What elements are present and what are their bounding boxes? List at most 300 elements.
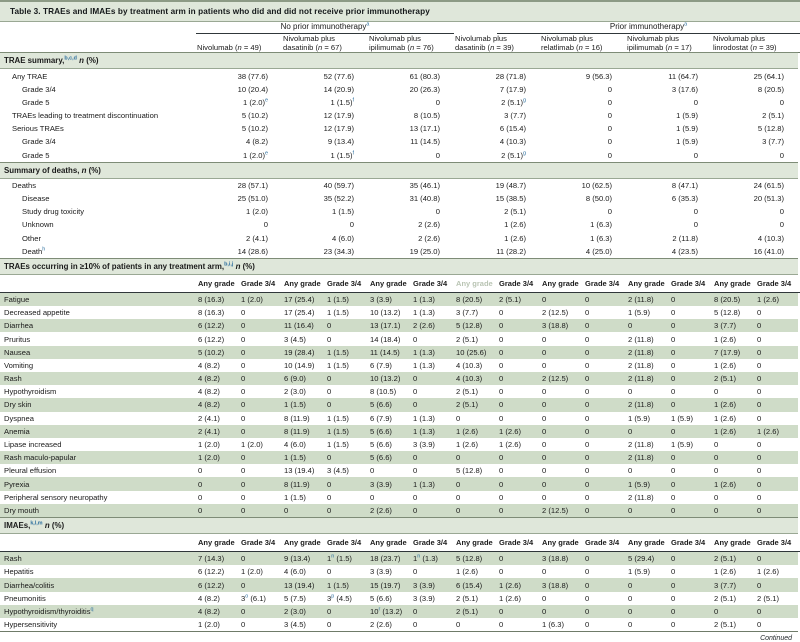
row-label: Anemia <box>0 425 196 438</box>
cell-value: 13 (19.4) <box>282 464 325 477</box>
subheader-traes-10: Any grade <box>628 278 665 288</box>
cell-value: 0 <box>497 412 540 425</box>
cell-value: 0 <box>669 306 712 319</box>
cell-value: 1 (2.6) <box>712 565 755 578</box>
cell-value: 1 (2.6) <box>497 578 540 591</box>
cell-value: 0 <box>411 491 454 504</box>
cell-value: 4 (10.3) <box>454 135 540 148</box>
subheader-traes-4: Any grade <box>370 278 407 288</box>
cell-value: 6 (12.2) <box>196 319 239 332</box>
arm-header-1: Nivolumab plus dasatinib (n = 67) <box>283 34 342 53</box>
cell-value: 8 (16.3) <box>196 292 239 306</box>
cell-value: 15 (38.5) <box>454 192 540 205</box>
cell-value: 0 <box>755 438 798 451</box>
cell-value: 2 (3.0) <box>282 385 325 398</box>
cell-value: 0 <box>540 451 583 464</box>
cell-value: 3 (4.5) <box>282 618 325 632</box>
cell-value: 0 <box>626 578 669 591</box>
table-row <box>0 83 800 96</box>
cell-value: 0 <box>497 346 540 359</box>
cell-value: 0 <box>669 491 712 504</box>
cell-value: 0 <box>540 412 583 425</box>
section-header-trae-summary <box>0 53 800 69</box>
cell-value: 8 (47.1) <box>626 178 712 192</box>
cell-value: 6 (12.2) <box>196 332 239 345</box>
table-row <box>0 178 800 192</box>
cell-value: 0 <box>669 346 712 359</box>
cell-value: 4 (25.0) <box>540 245 626 259</box>
cell-value: 0 <box>583 385 626 398</box>
subheader-imaes-2: Any grade <box>284 538 321 548</box>
cell-value: 1 (1.5) <box>282 491 325 504</box>
cell-value: 1 (1.3) <box>411 477 454 490</box>
cell-value: 0 <box>368 96 454 109</box>
cell-value: 0 <box>411 605 454 618</box>
row-label: Hypersensitivity <box>0 618 196 632</box>
cell-value: 0 <box>669 398 712 411</box>
cell-value: 0 <box>497 565 540 578</box>
cell-value: 0 <box>454 491 497 504</box>
cell-value: 25 (51.0) <box>196 192 282 205</box>
cell-value: 2 $(5.1)^g$ <box>454 96 540 109</box>
cell-value: 0 <box>497 464 540 477</box>
cell-value: 14 (18.4) <box>368 332 411 345</box>
cell-value: 0 <box>669 477 712 490</box>
cell-value: 1 (1.5) <box>325 425 368 438</box>
subheader-imaes-0: Any grade <box>198 538 235 548</box>
cell-value: 4 (10.3) <box>454 372 497 385</box>
cell-value: 0 <box>626 504 669 518</box>
cell-value: 3 (7.7) <box>454 306 497 319</box>
cell-value: 0 <box>497 398 540 411</box>
subheader-traes-0: Any grade <box>198 278 235 288</box>
cell-value: 1 (6.3) <box>540 618 583 632</box>
cell-value: 0 <box>411 385 454 398</box>
cell-value: 0 <box>239 412 282 425</box>
cell-value: 1 $(2.0)^e$ <box>196 96 282 109</box>
cell-value: 0 <box>755 332 798 345</box>
cell-value: 0 <box>755 346 798 359</box>
cell-value: 2 (5.1) <box>712 372 755 385</box>
cell-value: 5 (12.8) <box>712 306 755 319</box>
cell-value: 17 (25.4) <box>282 306 325 319</box>
row-label: Rash maculo-papular <box>0 451 196 464</box>
cell-value: 0 <box>540 359 583 372</box>
table-row <box>0 135 800 148</box>
cell-value: 0 <box>712 218 798 231</box>
row-label: TRAEs leading to treatment discontinuation <box>0 109 196 122</box>
cell-value: 0 <box>540 385 583 398</box>
cell-value: 0 <box>669 565 712 578</box>
cell-value: 2 (12.5) <box>540 504 583 518</box>
row-label: Rash <box>0 372 196 385</box>
cell-value: 3 (18.8) <box>540 319 583 332</box>
cell-value: 2 (5.1) <box>712 109 798 122</box>
cell-value: 0 <box>497 319 540 332</box>
table-row <box>0 398 800 411</box>
cell-value: 0 <box>669 451 712 464</box>
cell-value: 17 (25.4) <box>282 292 325 306</box>
section-header-imaes <box>0 518 800 534</box>
cell-value: 2 (5.1) <box>755 592 798 605</box>
row-label: Dyspnea <box>0 412 196 425</box>
cell-value: 0 <box>196 477 239 490</box>
cell-value: 0 <box>669 319 712 332</box>
cell-value: 1 (6.3) <box>540 218 626 231</box>
group-header-no-prior: No prior immunotherapy$^a$ <box>196 22 454 34</box>
cell-value: 0 <box>368 464 411 477</box>
cell-value: 0 <box>583 618 626 632</box>
cell-value: 0 <box>540 83 626 96</box>
cell-value: 5 (6.6) <box>368 425 411 438</box>
cell-value: 6 (15.4) <box>454 122 540 135</box>
table-row <box>0 122 800 135</box>
cell-value: 0 <box>239 477 282 490</box>
cell-value: 13 (17.1) <box>368 319 411 332</box>
cell-value: 15 (19.7) <box>368 578 411 591</box>
cell-value: 2 (12.5) <box>540 372 583 385</box>
group-header-prior: Prior immunotherapy$^a$ <box>497 22 800 34</box>
cell-value: 0 <box>239 451 282 464</box>
table-row <box>0 477 800 490</box>
row-label: Diarrhea/colitis <box>0 578 196 591</box>
cell-value: 2 (11.8) <box>626 372 669 385</box>
cell-value: 0 <box>497 504 540 518</box>
table-row <box>0 332 800 345</box>
cell-value: 1 (2.0) <box>239 565 282 578</box>
cell-value: 1 (2.0) <box>239 292 282 306</box>
cell-value: 20 (51.3) <box>712 192 798 205</box>
cell-value: 9 (13.4) <box>282 552 325 566</box>
row-label: Unknown <box>0 218 196 231</box>
cell-value: 6 (35.3) <box>626 192 712 205</box>
cell-value: 1 (2.6) <box>755 292 798 306</box>
table-row <box>0 319 800 332</box>
cell-value: 0 <box>669 425 712 438</box>
cell-value: 3 (7.7) <box>454 109 540 122</box>
cell-value: 1$^n$ (1.3) <box>411 552 454 566</box>
row-label: Deaths <box>0 178 196 192</box>
cell-value: 11 (14.5) <box>368 135 454 148</box>
cell-value: 7 (14.3) <box>196 552 239 566</box>
cell-value: 0 <box>669 292 712 306</box>
cell-value: 0 <box>454 451 497 464</box>
cell-value: 1 (1.5) <box>325 359 368 372</box>
cell-value: 8 (11.9) <box>282 412 325 425</box>
cell-value: 0 <box>411 451 454 464</box>
cell-value: 0 <box>626 425 669 438</box>
table-row <box>0 451 800 464</box>
row-label: Hepatitis <box>0 565 196 578</box>
cell-value: 1 (1.3) <box>411 359 454 372</box>
cell-value: 6 (7.9) <box>368 412 411 425</box>
main-table <box>0 22 800 632</box>
table-row <box>0 231 800 244</box>
table-row <box>0 218 800 231</box>
table-row <box>0 491 800 504</box>
cell-value: 0 <box>239 372 282 385</box>
subheader-spacer <box>0 534 196 552</box>
cell-value: 0 <box>583 491 626 504</box>
cell-value: 25 (64.1) <box>712 69 798 83</box>
cell-value: 0 <box>239 578 282 591</box>
cell-value: 0 <box>497 491 540 504</box>
cell-value: 0 <box>497 605 540 618</box>
cell-value: 3$^p$ (4.5) <box>325 592 368 605</box>
row-label: Disease <box>0 192 196 205</box>
cell-value: 6 (12.2) <box>196 565 239 578</box>
cell-value: 0 <box>497 618 540 632</box>
subheader-traes-1: Grade 3/4 <box>241 278 276 288</box>
cell-value: 4 (6.0) <box>282 438 325 451</box>
row-label: Hypothyroidism/thyroiditis$^q$ <box>0 605 196 618</box>
section-header-label-deaths: Summary of deaths, n (%) <box>0 162 798 178</box>
cell-value: 13 (17.1) <box>368 122 454 135</box>
cell-value: 0 <box>497 385 540 398</box>
cell-value: 28 (71.8) <box>454 69 540 83</box>
table-row <box>0 192 800 205</box>
cell-value: 0 <box>368 491 411 504</box>
table-row <box>0 578 800 591</box>
section-header-deaths <box>0 162 800 178</box>
cell-value: 1 (1.3) <box>411 346 454 359</box>
table-row <box>0 552 800 566</box>
cell-value: 1 (6.3) <box>540 231 626 244</box>
cell-value: 4 (8.2) <box>196 385 239 398</box>
cell-value: 0 <box>583 359 626 372</box>
arm-header-2: Nivolumab plus ipilimumab (n = 76) <box>369 34 434 53</box>
cell-value: 0 <box>540 464 583 477</box>
cell-value: 0 <box>712 96 798 109</box>
table-row <box>0 292 800 306</box>
cell-value: 1 (2.6) <box>712 425 755 438</box>
cell-value: 0 <box>669 504 712 518</box>
cell-value: 0 <box>626 385 669 398</box>
cell-value: 0 <box>712 205 798 218</box>
cell-value: 0 <box>540 438 583 451</box>
cell-value: 1 (1.5) <box>325 346 368 359</box>
cell-value: 0 <box>540 149 626 163</box>
cell-value: 0 <box>626 319 669 332</box>
table-caption: Table 3. TRAEs and IMAEs by treatment arm in patients who did and did not receive prior immunotherapy <box>0 0 800 22</box>
cell-value: 0 <box>755 319 798 332</box>
row-label: Vomiting <box>0 359 196 372</box>
row-label: Any TRAE <box>0 69 196 83</box>
table-row <box>0 372 800 385</box>
cell-value: 0 <box>669 552 712 566</box>
table-row <box>0 69 800 83</box>
cell-value: 1 (1.3) <box>411 412 454 425</box>
subheader-traes-9: Grade 3/4 <box>585 278 620 288</box>
cell-value: 0 <box>669 578 712 591</box>
cell-value: 5 (10.2) <box>196 122 282 135</box>
row-label: Pleural effusion <box>0 464 196 477</box>
cell-value: 10 (25.6) <box>454 346 497 359</box>
continued-label: Continued <box>760 635 792 642</box>
cell-value: 2 (2.6) <box>368 504 411 518</box>
cell-value: 1 (5.9) <box>626 306 669 319</box>
cell-value: 2 (11.8) <box>626 491 669 504</box>
cell-value: 0 <box>583 565 626 578</box>
cell-value: 1 $(2.0)^e$ <box>196 149 282 163</box>
cell-value: 11 (14.5) <box>368 346 411 359</box>
cell-value: 0 <box>583 477 626 490</box>
table-body <box>0 22 800 632</box>
cell-value: 0 <box>626 96 712 109</box>
table-row <box>0 618 800 632</box>
cell-value: 2 (5.1) <box>454 205 540 218</box>
cell-value: 1 (1.5) <box>282 451 325 464</box>
cell-value: 1 (2.6) <box>454 438 497 451</box>
subheader-traes-8: Any grade <box>542 278 579 288</box>
cell-value: 0 <box>540 332 583 345</box>
cell-value: 4 (6.0) <box>282 231 368 244</box>
cell-value: 14 (20.9) <box>282 83 368 96</box>
cell-value: 2 (2.6) <box>368 618 411 632</box>
cell-value: 5 (6.6) <box>368 451 411 464</box>
cell-value: 2 (12.5) <box>540 306 583 319</box>
row-label: Nausea <box>0 346 196 359</box>
subheader-traes-12: Any grade <box>714 278 751 288</box>
cell-value: 10 (14.9) <box>282 359 325 372</box>
table-row <box>0 565 800 578</box>
subheader-traes-3: Grade 3/4 <box>327 278 362 288</box>
subheader-imaes-6: Any grade <box>456 538 493 548</box>
cell-value: 19 (28.4) <box>282 346 325 359</box>
cell-value: 1 (2.6) <box>712 359 755 372</box>
table-row <box>0 245 800 259</box>
table-row <box>0 464 800 477</box>
cell-value: 10$^r$ (13.2) <box>368 605 411 618</box>
cell-value: 13 (19.4) <box>282 578 325 591</box>
cell-value: 14 (28.6) <box>196 245 282 259</box>
cell-value: 38 (77.6) <box>196 69 282 83</box>
cell-value: 0 <box>755 372 798 385</box>
cell-value: 1 (1.5) <box>325 292 368 306</box>
cell-value: 8 (10.5) <box>368 385 411 398</box>
cell-value: 4 (8.2) <box>196 359 239 372</box>
cell-value: 6 (7.9) <box>368 359 411 372</box>
cell-value: 2 (4.1) <box>196 231 282 244</box>
cell-value: 0 <box>669 592 712 605</box>
cell-value: 0 <box>325 477 368 490</box>
cell-value: 0 <box>239 346 282 359</box>
cell-value: 0 <box>325 504 368 518</box>
cell-value: 3 (3.9) <box>411 578 454 591</box>
cell-value: 0 <box>583 552 626 566</box>
row-label: Decreased appetite <box>0 306 196 319</box>
row-label: Hypothyroidism <box>0 385 196 398</box>
cell-value: 2 (5.1) <box>454 592 497 605</box>
cell-value: 2 (5.1) <box>712 552 755 566</box>
subheader-spacer <box>0 274 196 292</box>
cell-value: 0 <box>368 149 454 163</box>
cell-value: 2 (11.8) <box>626 451 669 464</box>
table-row <box>0 438 800 451</box>
cell-value: 0 <box>325 332 368 345</box>
cell-value: 7 (17.9) <box>454 83 540 96</box>
cell-value: 0 <box>583 398 626 411</box>
subheader-row-imaes <box>0 534 800 552</box>
cell-value: 0 <box>755 491 798 504</box>
cell-value: 20 (26.3) <box>368 83 454 96</box>
cell-value: 19 (48.7) <box>454 178 540 192</box>
subheader-imaes-10: Any grade <box>628 538 665 548</box>
cell-value: 9 (13.4) <box>282 135 368 148</box>
subheader-imaes-9: Grade 3/4 <box>585 538 620 548</box>
cell-value: 0 <box>540 491 583 504</box>
cell-value: 1 (2.0) <box>196 451 239 464</box>
row-label: Grade 5 <box>0 149 196 163</box>
subheader-traes-7: Grade 3/4 <box>499 278 534 288</box>
cell-value: 12 (17.9) <box>282 122 368 135</box>
cell-value: 1 (1.3) <box>411 425 454 438</box>
cell-value: 0 <box>325 385 368 398</box>
cell-value: 0 <box>626 218 712 231</box>
cell-value: 1 (5.9) <box>669 438 712 451</box>
cell-value: 0 <box>196 218 282 231</box>
cell-value: 0 <box>755 578 798 591</box>
cell-value: 0 <box>239 552 282 566</box>
cell-value: 2 (4.1) <box>196 412 239 425</box>
arm-header-3: Nivolumab plus dasatinib (n = 39) <box>455 34 514 53</box>
cell-value: 0 <box>755 451 798 464</box>
cell-value: 0 <box>669 385 712 398</box>
cell-value: 0 <box>540 122 626 135</box>
cell-value: 2 (5.1) <box>712 618 755 632</box>
cell-value: 0 <box>497 332 540 345</box>
table-row <box>0 346 800 359</box>
cell-value: 7 (17.9) <box>712 346 755 359</box>
cell-value: 0 <box>669 372 712 385</box>
cell-value: 3 (17.6) <box>626 83 712 96</box>
subheader-imaes-12: Any grade <box>714 538 751 548</box>
cell-value: 0 <box>669 359 712 372</box>
cell-value: 0 <box>712 451 755 464</box>
row-label: Serious TRAEs <box>0 122 196 135</box>
cell-value: 5 (12.8) <box>454 319 497 332</box>
cell-value: 0 <box>583 346 626 359</box>
cell-value: 0 <box>712 504 755 518</box>
cell-value: 3 (18.8) <box>540 578 583 591</box>
group-header-gap <box>454 22 497 34</box>
cell-value: 0 <box>497 552 540 566</box>
cell-value: 2 (5.1) <box>454 605 497 618</box>
cell-value: 0 <box>239 491 282 504</box>
cell-value: 1$^n$ (1.5) <box>325 552 368 566</box>
cell-value: 0 <box>669 332 712 345</box>
cell-value: 61 (80.3) <box>368 69 454 83</box>
cell-value: 18 (23.7) <box>368 552 411 566</box>
cell-value: 0 <box>196 491 239 504</box>
cell-value: 2 (5.1) <box>454 398 497 411</box>
cell-value: 1 (2.6) <box>454 425 497 438</box>
row-label: Pneumonitis <box>0 592 196 605</box>
cell-value: 0 <box>540 135 626 148</box>
cell-value: 6 (12.2) <box>196 578 239 591</box>
cell-value: 0 <box>583 592 626 605</box>
cell-value: 10 (13.2) <box>368 372 411 385</box>
table-row <box>0 149 800 163</box>
cell-value: 0 <box>454 477 497 490</box>
subheader-imaes-3: Grade 3/4 <box>327 538 362 548</box>
cell-value: 1 (1.5) <box>325 412 368 425</box>
cell-value: 2 (11.8) <box>626 398 669 411</box>
subheader-traes-11: Grade 3/4 <box>671 278 706 288</box>
cell-value: 1 (2.6) <box>755 565 798 578</box>
cell-value: 6 (15.4) <box>454 578 497 591</box>
cell-value: 2 $(5.1)^g$ <box>454 149 540 163</box>
